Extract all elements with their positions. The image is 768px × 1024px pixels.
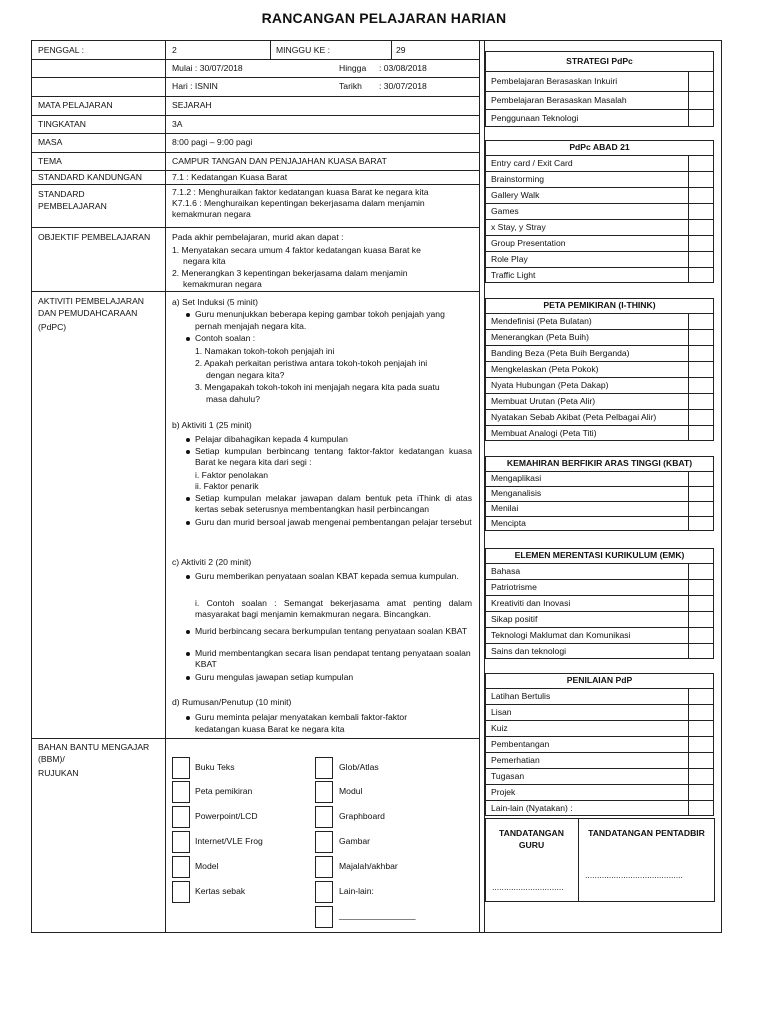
strategi-item: Penggunaan Teknologi — [491, 113, 579, 123]
aktiviti-2-bullet-2: Murid berbincang secara berkumpulan tentang penyataan soalan KBAT — [195, 626, 468, 636]
bbm-left-label: Internet/VLE Frog — [195, 836, 263, 846]
bbm-right-label: Graphboard — [339, 811, 385, 821]
set-induksi-bullet-1a: Guru menunjukkan beberapa keping gambar tokoh penjajah yang — [195, 309, 445, 319]
set-induksi-q2b: dengan negara kita? — [206, 370, 285, 380]
abad21-checkbox[interactable] — [688, 187, 714, 203]
minggu-label: MINGGU KE : — [276, 45, 330, 55]
table-line — [485, 377, 714, 378]
bbm-right-label: Lain-lain: — [339, 886, 374, 896]
bbm-right-label: Glob/Atlas — [339, 762, 379, 772]
bbm-left-checkbox[interactable] — [172, 881, 190, 903]
row-line — [31, 184, 479, 185]
penilaian-checkbox[interactable] — [688, 720, 714, 736]
table-line — [485, 501, 714, 502]
table-line — [485, 251, 714, 252]
emk-checkbox[interactable] — [688, 611, 714, 627]
emk-item: Sains dan teknologi — [491, 646, 567, 656]
penilaian-checkbox[interactable] — [688, 736, 714, 752]
minggu-value: 29 — [396, 45, 406, 55]
minggu-divider-a — [270, 40, 271, 59]
masa-value: 8:00 pagi – 9:00 pagi — [172, 137, 253, 147]
emk-title: ELEMEN MERENTASI KURIKULUM (EMK) — [514, 550, 685, 560]
emk-item: Teknologi Maklumat dan Komunikasi — [491, 630, 631, 640]
objektif-label: OBJEKTIF PEMBELAJARAN — [38, 232, 151, 242]
bbm-left-checkbox[interactable] — [172, 831, 190, 853]
bbm-left-checkbox[interactable] — [172, 856, 190, 878]
kbat-item: Menganalisis — [491, 488, 542, 498]
bullet — [186, 630, 190, 634]
table-line — [485, 752, 714, 753]
abad21-item: Role Play — [491, 254, 528, 264]
aktiviti-1-factor-i: i. Faktor penolakan — [195, 470, 269, 480]
abad21-item: Group Presentation — [491, 238, 566, 248]
table-line — [485, 516, 714, 517]
abad21-item: Gallery Walk — [491, 190, 540, 200]
abad21-checkbox[interactable] — [688, 235, 714, 251]
aktiviti-2-bullet-4: Guru mengulas jawapan setiap kumpulan — [195, 672, 354, 682]
abad21-checkbox[interactable] — [688, 203, 714, 219]
row-line — [31, 59, 479, 60]
hingga-date: : 03/08/2018 — [379, 63, 427, 73]
table-line — [485, 611, 714, 612]
ithink-item: Membuat Urutan (Peta Alir) — [491, 396, 596, 406]
ithink-checkbox[interactable] — [688, 425, 714, 441]
bbm-right-checkbox[interactable] — [315, 806, 333, 828]
ithink-checkbox[interactable] — [688, 361, 714, 377]
emk-checkbox[interactable] — [688, 595, 714, 611]
kbat-checkbox[interactable] — [688, 471, 714, 486]
table-line — [485, 361, 714, 362]
objektif-1b: negara kita — [183, 256, 226, 266]
abad21-checkbox[interactable] — [688, 219, 714, 235]
row-line — [31, 133, 479, 134]
bbm-left-label: Buku Teks — [195, 762, 235, 772]
ithink-title: PETA PEMIKIRAN (I-THINK) — [543, 300, 656, 310]
table-line — [485, 563, 714, 564]
tandatangan-guru-label-1: TANDATANGAN — [499, 828, 564, 838]
penilaian-item: Pembentangan — [491, 739, 550, 749]
ithink-checkbox[interactable] — [688, 409, 714, 425]
bbm-right-checkbox[interactable] — [315, 856, 333, 878]
ithink-checkbox[interactable] — [688, 377, 714, 393]
ithink-checkbox[interactable] — [688, 313, 714, 329]
aktiviti-2-heading: c) Aktiviti 2 (20 minit) — [172, 557, 252, 567]
emk-item: Patriotrisme — [491, 582, 537, 592]
standard-pembelajaran-label-1: STANDARD — [38, 189, 85, 199]
bullet — [186, 575, 190, 579]
bbm-left-checkbox[interactable] — [172, 806, 190, 828]
tema-label: TEMA — [38, 156, 62, 166]
table-line — [485, 768, 714, 769]
penilaian-item: Lain-lain (Nyatakan) : — [491, 803, 573, 813]
table-line — [485, 393, 714, 394]
tandatangan-pentadbir-label: TANDATANGAN PENTADBIR — [588, 828, 705, 838]
standard-pembelajaran-line-2: K7.1.6 : Menghuraikan kepentingan bekerjasama dalam menjamin — [172, 198, 425, 208]
row-line — [31, 738, 479, 739]
tarikh-date: : 30/07/2018 — [379, 81, 427, 91]
aktiviti-1-bullet-3: Setiap kumpulan melakar jawapan dalam bentuk peta iThink di atas kertas sebak seterusnya membentangkan hasil perbincangan — [195, 493, 472, 514]
row-line — [31, 170, 479, 171]
penggal-label: PENGGAL : — [38, 45, 85, 55]
pentadbir-signature-line: ......................................... — [585, 870, 683, 880]
minggu-divider-b — [391, 40, 392, 59]
bbm-left-label: Powerpoint/LCD — [195, 811, 258, 821]
tarikh-label: Tarikh — [339, 81, 362, 91]
rumusan-heading: d) Rumusan/Penutup (10 minit) — [172, 697, 292, 707]
ithink-item: Nyata Hubungan (Peta Dakap) — [491, 380, 609, 390]
table-line — [485, 155, 714, 156]
abad21-checkbox[interactable] — [688, 251, 714, 267]
kbat-item: Mencipta — [491, 518, 526, 528]
label-column-divider — [165, 40, 166, 933]
aktiviti-label-3: (PdPC) — [38, 322, 67, 332]
aktiviti-1-bullet-1: Pelajar dibahagikan kepada 4 kumpulan — [195, 434, 348, 444]
objektif-1a: 1. Menyatakan secara umum 4 faktor kedatangan kuasa Barat ke — [172, 245, 421, 255]
table-line — [485, 627, 714, 628]
penilaian-checkbox[interactable] — [688, 768, 714, 784]
bullet — [186, 497, 190, 501]
bullet — [186, 438, 190, 442]
kbat-item: Menilai — [491, 503, 519, 513]
aktiviti-label-2: DAN PEMUDAHCARAAN — [38, 308, 138, 318]
table-line — [485, 579, 714, 580]
table-line — [485, 486, 714, 487]
set-induksi-q1: 1. Namakan tokoh-tokoh penjajah ini — [195, 346, 335, 356]
set-induksi-q2a: 2. Apakah perkaitan peristiwa antara tokoh-tokoh penjajah ini — [195, 358, 428, 368]
ithink-checkbox[interactable] — [688, 345, 714, 361]
table-line — [485, 688, 714, 689]
table-line — [485, 643, 714, 644]
table-line — [485, 471, 714, 472]
bbm-label-3: RUJUKAN — [38, 768, 79, 778]
objektif-2b: kemakmuran negara — [183, 279, 262, 289]
penilaian-title: PENILAIAN PdP — [566, 675, 633, 685]
bbm-right-label: Majalah/akhbar — [339, 861, 398, 871]
table-line — [485, 329, 714, 330]
ithink-item: Membuat Analogi (Peta Titi) — [491, 428, 597, 438]
kbat-title: KEMAHIRAN BERFIKIR ARAS TINGGI (KBAT) — [506, 458, 693, 468]
objektif-2a: 2. Menerangkan 3 kepentingan bekerjasama dalam menjamin — [172, 268, 408, 278]
table-line — [485, 595, 714, 596]
ithink-item: Mengkelaskan (Peta Pokok) — [491, 364, 599, 374]
objektif-intro: Pada akhir pembelajaran, murid akan dapat : — [172, 232, 344, 242]
abad21-item: Traffic Light — [491, 270, 536, 280]
row-line — [31, 96, 479, 97]
penilaian-item: Tugasan — [491, 771, 525, 781]
bullet — [186, 652, 190, 656]
ithink-item: Banding Beza (Peta Buih Berganda) — [491, 348, 630, 358]
strategi-item: Pembelajaran Berasaskan Masalah — [491, 95, 627, 105]
penilaian-item: Pemerhatian — [491, 755, 540, 765]
aktiviti-1-bullet-2: Setiap kumpulan berbincang tentang faktor-faktor kedatangan kuasa Barat ke negara kita dari segi : — [195, 446, 472, 467]
penilaian-item: Lisan — [491, 707, 512, 717]
standard-pembelajaran-label-2: PEMBELAJARAN — [38, 201, 107, 211]
abad21-item: Entry card / Exit Card — [491, 158, 573, 168]
aktiviti-1-bullet-4: Guru dan murid bersoal jawab mengenai pembentangan pelajar tersebut — [195, 517, 472, 527]
penilaian-checkbox[interactable] — [688, 704, 714, 720]
bbm-right-extra-checkbox[interactable] — [315, 906, 333, 928]
emk-checkbox[interactable] — [688, 563, 714, 579]
mata-pelajaran-label: MATA PELAJARAN — [38, 100, 113, 110]
emk-item: Kreativiti dan Inovasi — [491, 598, 571, 608]
penilaian-item: Latihan Bertulis — [491, 691, 551, 701]
table-line — [485, 736, 714, 737]
aktiviti-1-heading: b) Aktiviti 1 (25 minit) — [172, 420, 252, 430]
row-line — [31, 115, 479, 116]
set-induksi-q3a: 3. Mengapakah tokoh-tokoh ini menjajah negara kita pada suatu — [195, 382, 440, 392]
bbm-right-checkbox[interactable] — [315, 881, 333, 903]
table-line — [485, 203, 714, 204]
table-line — [485, 235, 714, 236]
kbat-checkbox[interactable] — [688, 486, 714, 501]
table-line — [485, 313, 714, 314]
table-line — [485, 345, 714, 346]
kbat-checkbox[interactable] — [688, 516, 714, 531]
bbm-right-checkbox[interactable] — [315, 831, 333, 853]
abad21-item: Games — [491, 206, 519, 216]
aktiviti-1-factor-ii: ii. Faktor penarik — [195, 481, 259, 491]
bbm-right-label: Gambar — [339, 836, 371, 846]
bbm-left-label: Model — [195, 861, 219, 871]
mula-date: Mulai : 30/07/2018 — [172, 63, 243, 73]
standard-kandungan-value: 7.1 : Kedatangan Kuasa Barat — [172, 172, 288, 182]
bbm-left-checkbox[interactable] — [172, 781, 190, 803]
page-title: RANCANGAN PELAJARAN HARIAN — [261, 10, 507, 26]
right-panel-divider-left — [479, 40, 480, 933]
strategi-item: Pembelajaran Berasaskan Inkuiri — [491, 76, 618, 86]
emk-item: Bahasa — [491, 566, 521, 576]
abad21-item: Brainstorming — [491, 174, 545, 184]
row-line — [31, 227, 479, 228]
table-line — [485, 704, 714, 705]
abad21-checkbox[interactable] — [688, 267, 714, 283]
ithink-item: Mendefinisi (Peta Bulatan) — [491, 316, 592, 326]
strategi-checkbox[interactable] — [688, 109, 714, 127]
aktiviti-2-bullet-1: Guru memberikan penyataan soalan KBAT kepada semua kumpulan. — [195, 571, 459, 581]
table-line — [485, 409, 714, 410]
ithink-item: Nyatakan Sebab Akibat (Peta Pelbagai Alir) — [491, 412, 657, 422]
abad21-checkbox[interactable] — [688, 155, 714, 171]
abad21-item: x Stay, y Stray — [491, 222, 546, 232]
table-line — [485, 109, 714, 110]
bullet — [186, 716, 190, 720]
guru-signature-line: .............................. — [492, 882, 564, 892]
strategi-checkbox[interactable] — [688, 91, 714, 109]
emk-item: Sikap positif — [491, 614, 538, 624]
bbm-left-checkbox[interactable] — [172, 757, 190, 779]
abad21-title: PdPc ABAD 21 — [569, 142, 630, 152]
standard-kandungan-label: STANDARD KANDUNGAN — [38, 172, 142, 182]
abad21-checkbox[interactable] — [688, 171, 714, 187]
table-line — [485, 71, 714, 72]
aktiviti-2-bullet-3: Murid membentangkan secara lisan pendapat tentang penyataan soalan KBAT — [195, 648, 471, 669]
set-induksi-bullet-1b: pernah menjajah negara kita. — [195, 321, 307, 331]
table-line — [485, 219, 714, 220]
tingkatan-value: 3A — [172, 119, 183, 129]
standard-pembelajaran-line-3: kemakmuran negara — [172, 209, 251, 219]
bbm-right-checkbox[interactable] — [315, 757, 333, 779]
rumusan-bullet-1b: kedatangan kuasa Barat ke negara kita — [195, 724, 345, 734]
bbm-label-2: (BBM)/ — [38, 754, 65, 764]
hingga-label: Hingga — [339, 63, 367, 73]
row-line — [31, 291, 479, 292]
table-line — [485, 91, 714, 92]
penilaian-checkbox[interactable] — [688, 688, 714, 704]
strategi-title: STRATEGI PdPc — [566, 56, 633, 66]
aktiviti-2-example: i. Contoh soalan : Semangat bekerjasama amat penting dalam masyarakat bagi menjamin kemakmuran negara. Bincangkan. — [195, 598, 472, 619]
bbm-label-1: BAHAN BANTU MENGAJAR — [38, 742, 150, 752]
row-line — [31, 77, 479, 78]
penilaian-checkbox[interactable] — [688, 752, 714, 768]
tandatangan-guru-label-2: GURU — [518, 840, 545, 850]
bullet — [186, 521, 190, 525]
bbm-right-checkbox[interactable] — [315, 781, 333, 803]
lain-lain-blank-line: ________________ — [339, 910, 416, 920]
table-line — [485, 267, 714, 268]
strategi-checkbox[interactable] — [688, 71, 714, 91]
mata-pelajaran-value: SEJARAH — [172, 100, 212, 110]
aktiviti-label-1: AKTIVITI PEMBELAJARAN — [38, 296, 145, 306]
table-line — [485, 800, 714, 801]
tema-value: CAMPUR TANGAN DAN PENJAJAHAN KUASA BARAT — [172, 156, 387, 166]
hari-value: Hari : ISNIN — [172, 81, 218, 91]
bbm-right-label: Modul — [339, 786, 363, 796]
standard-pembelajaran-line-1: 7.1.2 : Menghuraikan faktor kedatangan kuasa Barat ke negara kita — [172, 187, 429, 197]
bbm-left-label: Peta pemikiran — [195, 786, 253, 796]
penilaian-checkbox[interactable] — [688, 800, 714, 816]
kbat-item: Mengaplikasi — [491, 473, 542, 483]
masa-label: MASA — [38, 137, 63, 147]
row-line — [31, 152, 479, 153]
bbm-left-label: Kertas sebak — [195, 886, 246, 896]
penggal-value: 2 — [172, 45, 177, 55]
bullet — [186, 450, 190, 454]
ithink-item: Menerangkan (Peta Buih) — [491, 332, 589, 342]
ithink-checkbox[interactable] — [688, 393, 714, 409]
table-line — [485, 720, 714, 721]
set-induksi-bullet-2: Contoh soalan : — [195, 333, 256, 343]
bullet — [186, 337, 190, 341]
penilaian-checkbox[interactable] — [688, 784, 714, 800]
set-induksi-q3b: masa dahulu? — [206, 394, 260, 404]
penilaian-item: Projek — [491, 787, 516, 797]
emk-checkbox[interactable] — [688, 579, 714, 595]
bullet — [186, 313, 190, 317]
table-line — [485, 425, 714, 426]
emk-checkbox[interactable] — [688, 627, 714, 643]
emk-checkbox[interactable] — [688, 643, 714, 659]
ithink-checkbox[interactable] — [688, 329, 714, 345]
kbat-checkbox[interactable] — [688, 501, 714, 516]
set-induksi-heading: a) Set Induksi (5 minit) — [172, 297, 258, 307]
tingkatan-label: TINGKATAN — [38, 119, 86, 129]
table-line — [485, 171, 714, 172]
penilaian-item: Kuiz — [491, 723, 508, 733]
rumusan-bullet-1a: Guru meminta pelajar menyatakan kembali faktor-faktor — [195, 712, 408, 722]
table-line — [485, 187, 714, 188]
bullet — [186, 676, 190, 680]
table-line — [485, 784, 714, 785]
